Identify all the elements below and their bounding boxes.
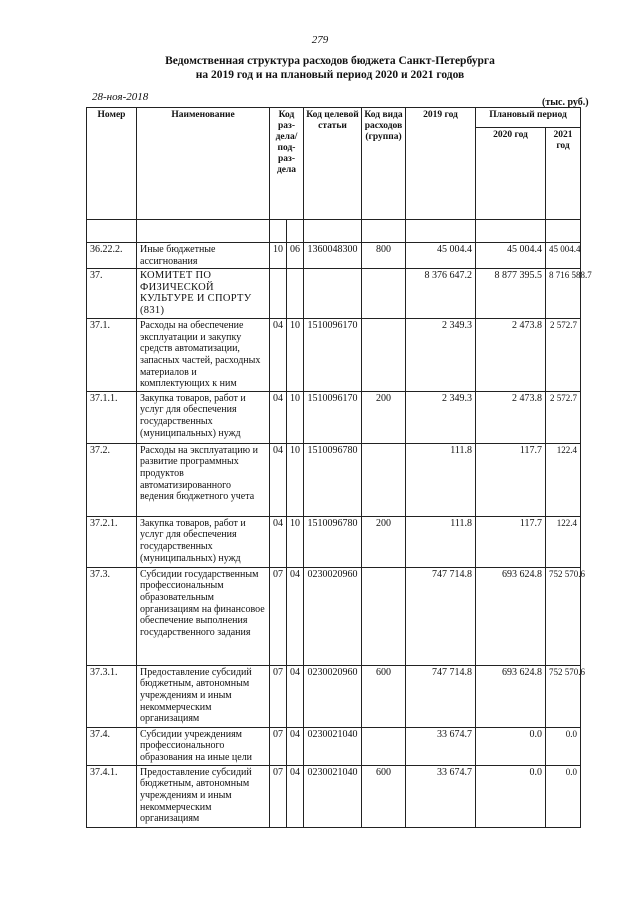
cell-expense-type xyxy=(362,443,406,516)
cell-name: КОМИТЕТ ПО ФИЗИЧЕСКОЙ КУЛЬТУРЕ И СПОРТУ (831) xyxy=(137,269,270,319)
header-planned-period: Плановый период xyxy=(476,108,581,128)
cell-section: 07 xyxy=(270,727,287,765)
cell-2019: 33 674.7 xyxy=(406,765,476,827)
cell-2020: 0.0 xyxy=(476,727,546,765)
cell-number: 37.3. xyxy=(87,567,137,665)
cell-subsection: 10 xyxy=(287,443,304,516)
cell-name: Закупка товаров, работ и услуг для обеспечения государственных (муниципальных) нужд xyxy=(137,391,270,443)
cell-2019: 111.8 xyxy=(406,516,476,567)
cell-number: 37.1.1. xyxy=(87,391,137,443)
cell-name: Иные бюджетные ассигнования xyxy=(137,243,270,269)
cell-number: 36.22.2. xyxy=(87,243,137,269)
cell-number: 37.2. xyxy=(87,443,137,516)
cell-2019: 2 349.3 xyxy=(406,391,476,443)
cell-number: 37. xyxy=(87,269,137,319)
page-number: 279 xyxy=(311,34,329,46)
cell-subsection: 04 xyxy=(287,665,304,727)
cell-2020: 117.7 xyxy=(476,516,546,567)
cell-2019: 747 714.8 xyxy=(406,567,476,665)
cell-expense-type xyxy=(362,567,406,665)
cell-subsection: 10 xyxy=(287,516,304,567)
cell-name: Предоставление субсидий бюджетным, автономным учреждениям и иным некоммерческим организациям xyxy=(137,665,270,727)
cell-section: 04 xyxy=(270,443,287,516)
cell-section: 07 xyxy=(270,765,287,827)
table-spacer-row xyxy=(87,220,581,243)
title-line-2: на 2019 год и на плановый период 2020 и 2021 годов xyxy=(195,69,465,81)
cell-target: 0230020960 xyxy=(304,665,362,727)
cell-2021: 752 570.6 xyxy=(546,665,581,727)
cell-expense-type: 800 xyxy=(362,243,406,269)
cell-2021: 2 572.7 xyxy=(546,391,581,443)
units-label: (тыс. руб.) xyxy=(542,97,589,108)
cell-2019: 747 714.8 xyxy=(406,665,476,727)
table-row xyxy=(87,727,581,765)
cell-2021: 2 572.7 xyxy=(546,319,581,392)
cell-expense-type xyxy=(362,269,406,319)
table-row xyxy=(87,516,581,567)
cell-name: Субсидии государственным профессиональным образовательным организациям на финансовое обеспечение выполнения государственного задания xyxy=(137,567,270,665)
cell-2020: 2 473.8 xyxy=(476,319,546,392)
cell-subsection: 04 xyxy=(287,727,304,765)
header-2020: 2020 год xyxy=(476,128,546,220)
cell-target: 1360048300 xyxy=(304,243,362,269)
cell-name: Расходы на обеспечение эксплуатации и закупку средств автоматизации, запасных частей, расходных материалов и комплектующих к ним xyxy=(137,319,270,392)
table-row xyxy=(87,665,581,727)
cell-target: 1510096780 xyxy=(304,443,362,516)
cell-name: Закупка товаров, работ и услуг для обеспечения государственных (муниципальных) нужд xyxy=(137,516,270,567)
cell-subsection: 04 xyxy=(287,765,304,827)
cell-2021: 0.0 xyxy=(546,765,581,827)
cell-expense-type: 200 xyxy=(362,391,406,443)
table-row xyxy=(87,443,581,516)
cell-2019: 45 004.4 xyxy=(406,243,476,269)
cell-name: Субсидии учреждениям профессионального образования на иные цели xyxy=(137,727,270,765)
cell-target xyxy=(304,269,362,319)
header-2021: 2021 год xyxy=(546,128,581,220)
cell-2020: 0.0 xyxy=(476,765,546,827)
cell-subsection: 04 xyxy=(287,567,304,665)
cell-target: 1510096170 xyxy=(304,319,362,392)
cell-2019: 111.8 xyxy=(406,443,476,516)
header-number: Номер xyxy=(87,108,137,220)
header-name: Наименование xyxy=(137,108,270,220)
title-line-1: Ведомственная структура расходов бюджета Санкт-Петербурга xyxy=(165,55,495,67)
cell-expense-type: 600 xyxy=(362,665,406,727)
header-2019: 2019 год xyxy=(406,108,476,220)
cell-number: 37.4.1. xyxy=(87,765,137,827)
cell-2021: 45 004.4 xyxy=(546,243,581,269)
cell-expense-type xyxy=(362,319,406,392)
cell-name: Предоставление субсидий бюджетным, автономным учреждениям и иным некоммерческим организациям xyxy=(137,765,270,827)
cell-2020: 117.7 xyxy=(476,443,546,516)
header-section-code: Код раз-дела/ под-раз-дела xyxy=(270,108,304,220)
document-title xyxy=(130,54,530,82)
cell-section: 04 xyxy=(270,516,287,567)
cell-subsection: 10 xyxy=(287,319,304,392)
table-body xyxy=(87,220,592,828)
cell-2021: 122.4 xyxy=(546,443,581,516)
cell-2021: 752 570.6 xyxy=(546,567,581,665)
table-row xyxy=(87,765,581,827)
cell-section: 10 xyxy=(270,243,287,269)
cell-2021: 0.0 xyxy=(546,727,581,765)
cell-target: 0230020960 xyxy=(304,567,362,665)
cell-number: 37.4. xyxy=(87,727,137,765)
cell-2020: 8 877 395.5 xyxy=(476,269,546,319)
cell-expense-type: 200 xyxy=(362,516,406,567)
cell-2020: 693 624.8 xyxy=(476,567,546,665)
cell-target: 0230021040 xyxy=(304,765,362,827)
cell-subsection: 10 xyxy=(287,391,304,443)
cell-section: 04 xyxy=(270,319,287,392)
cell-2020: 45 004.4 xyxy=(476,243,546,269)
cell-name: Расходы на эксплуатацию и развитие программных продуктов автоматизированного ведения бюджетного учета xyxy=(137,443,270,516)
cell-expense-type: 600 xyxy=(362,765,406,827)
cell-2020: 693 624.8 xyxy=(476,665,546,727)
cell-target: 1510096780 xyxy=(304,516,362,567)
table-header xyxy=(87,108,581,220)
cell-number: 37.2.1. xyxy=(87,516,137,567)
cell-target: 0230021040 xyxy=(304,727,362,765)
table-row xyxy=(87,243,581,269)
cell-number: 37.1. xyxy=(87,319,137,392)
cell-subsection xyxy=(287,269,304,319)
budget-table xyxy=(86,107,592,828)
table-row xyxy=(87,567,581,665)
cell-section: 04 xyxy=(270,391,287,443)
report-date: 28-ноя-2018 xyxy=(92,91,149,103)
cell-section xyxy=(270,269,287,319)
cell-2021: 8 716 588.7 xyxy=(546,269,581,319)
cell-expense-type xyxy=(362,727,406,765)
table-row xyxy=(87,319,581,392)
table-row xyxy=(87,269,581,319)
cell-2019: 33 674.7 xyxy=(406,727,476,765)
cell-2019: 8 376 647.2 xyxy=(406,269,476,319)
cell-target: 1510096170 xyxy=(304,391,362,443)
cell-number: 37.3.1. xyxy=(87,665,137,727)
table-row xyxy=(87,391,581,443)
cell-2021: 122.4 xyxy=(546,516,581,567)
cell-2020: 2 473.8 xyxy=(476,391,546,443)
cell-subsection: 06 xyxy=(287,243,304,269)
cell-2019: 2 349.3 xyxy=(406,319,476,392)
cell-section: 07 xyxy=(270,567,287,665)
header-target-code: Код целевой статьи xyxy=(304,108,362,220)
cell-section: 07 xyxy=(270,665,287,727)
header-expense-type: Код вида расходов (группа) xyxy=(362,108,406,220)
